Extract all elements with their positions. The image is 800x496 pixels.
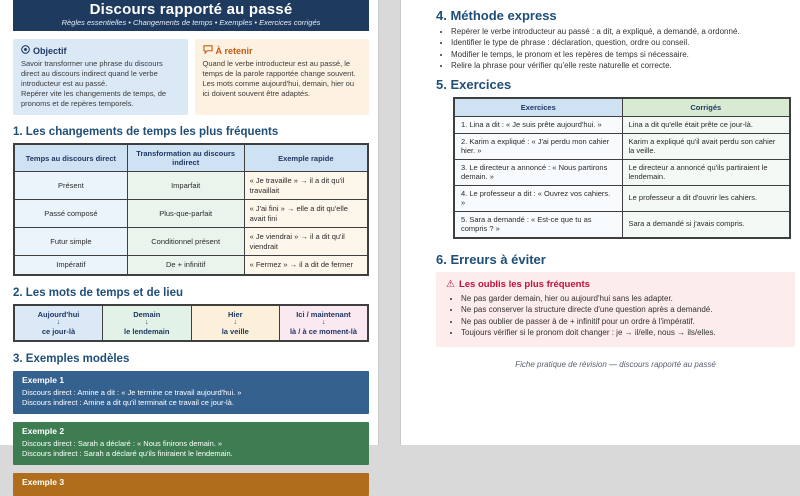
cell-answer: Sara a demandé si j'avais compris.	[622, 212, 790, 239]
cell-exercise: 2. Karim a expliqué : « J'ai perdu mon cahier hier. »	[454, 134, 622, 160]
cell-transformation: Imparfait	[127, 172, 244, 200]
bullet-item: • Relire la phrase pour vérifier qu'elle reste naturelle et correcte.	[451, 61, 795, 71]
time-word-to: ce jour-là	[41, 326, 76, 336]
bullet-item: • Ne pas garder demain, hier ou aujourd'hui sans les adapter.	[461, 294, 785, 304]
cell-exercise: 1. Lina a dit : « Je suis prête aujourd'hui. »	[454, 116, 622, 134]
bullet-item: • Ne pas conserver la structure directe d'une question après a demandé.	[461, 305, 785, 315]
time-word-to: le lendemain	[124, 326, 170, 336]
time-word-to: là / à ce moment-là	[289, 326, 358, 336]
table-header-row	[14, 144, 368, 172]
cell-exercise: 3. Le directeur a annoncé : « Nous partirons demain. »	[454, 160, 622, 186]
objectif-box-title	[21, 45, 180, 56]
cell-answer: Lina a dit qu'elle était prête ce jour-là.	[622, 116, 790, 134]
table-row	[14, 228, 368, 256]
time-word-from: Hier	[227, 309, 243, 319]
footer-note: Fiche pratique de révision — discours rapporté au passé	[515, 360, 716, 370]
example-title: Exemple 1	[22, 374, 65, 385]
example-box-3	[13, 473, 369, 496]
table-row	[14, 200, 368, 228]
column-header: Temps au discours direct	[14, 144, 127, 172]
warning-icon: ⚠	[446, 278, 455, 290]
table-row	[14, 172, 368, 200]
example-box-2	[13, 422, 369, 465]
cell-tense: Futur simple	[14, 228, 127, 256]
cell-answer: Le professeur a dit d'ouvrir les cahiers.	[622, 186, 790, 212]
cell-tense: Présent	[14, 172, 127, 200]
section2-heading: 2. Les mots de temps et de lieu	[13, 286, 183, 299]
bullet-item: • Identifier le type de phrase : déclaration, question, ordre ou conseil.	[451, 38, 795, 48]
column-header-corriges: Corrigés	[622, 98, 790, 117]
speech-bubble-icon	[203, 45, 213, 56]
retenir-box	[195, 39, 370, 115]
objectif-text-1: Savoir transformer une phrase du discours direct au discours indirect quand le verbe introducteur est au passé.	[21, 59, 163, 88]
document-title-banner	[13, 0, 369, 31]
table-row	[454, 134, 790, 160]
page-title: Discours rapporté au passé	[89, 1, 293, 18]
bullet-item: • Toujours vérifier si le pronom doit changer : je → il/elle, nous → ils/elles.	[461, 328, 785, 338]
example-direct: Discours direct : Amine a dit : « Je termine ce travail aujourd'hui. »	[22, 387, 242, 397]
bullet-item: • Repérer le verbe introducteur au passé : a dit, a expliqué, a demandé, a ordonné.	[451, 27, 795, 37]
column-header: Exemple rapide	[244, 144, 368, 172]
section5-heading: 5. Exercices	[436, 76, 512, 92]
section1-heading: 1. Les changements de temps les plus fréquents	[13, 126, 279, 138]
cell-example: « J'ai fini » → elle a dit qu'elle avait fini	[244, 200, 368, 228]
objectif-label: Objectif	[33, 45, 67, 56]
table-row	[454, 212, 790, 239]
time-word-cell	[103, 305, 192, 341]
table-header-row	[454, 98, 790, 117]
cell-tense: Passé composé	[14, 200, 127, 228]
table-row	[14, 256, 368, 275]
warning-box-title	[446, 279, 785, 290]
example-box-1	[13, 371, 369, 414]
cell-exercise: 5. Sara a demandé : « Est-ce que tu as compris ? »	[454, 212, 622, 239]
example-title: Exemple 2	[22, 425, 65, 436]
table-row	[454, 116, 790, 134]
table-row	[454, 160, 790, 186]
cell-tense: Impératif	[14, 256, 127, 275]
method-bullet-list	[436, 27, 795, 71]
table-row	[454, 186, 790, 212]
time-word-from: Demain	[133, 309, 161, 319]
down-arrow-icon: ↓	[56, 318, 61, 326]
objectif-box	[13, 39, 188, 115]
retenir-box-title	[203, 45, 362, 56]
cell-answer: Karim a expliqué qu'il avait perdu son cahier la veille.	[622, 134, 790, 160]
retenir-label: À retenir	[215, 45, 253, 56]
retenir-text-2: Les mots comme aujourd'hui, demain, hier ou ici doivent souvent être adaptés.	[202, 79, 355, 98]
example-title: Exemple 3	[22, 476, 65, 487]
time-words-strip	[13, 304, 369, 342]
down-arrow-icon: ↓	[145, 318, 149, 326]
example-indirect: Discours indirect : Sarah a déclaré qu'ils finiraient le lendemain.	[22, 448, 233, 458]
warning-box	[436, 272, 795, 347]
warning-bullet-list	[446, 294, 785, 338]
time-word-cell	[191, 305, 280, 341]
time-word-from: Ici / maintenant	[296, 309, 351, 319]
bullet-item: • Modifier le temps, le pronom et les repères de temps si nécessaire.	[451, 50, 795, 60]
time-word-to: la veille	[221, 326, 249, 336]
cell-transformation: Conditionnel présent	[127, 228, 244, 256]
cell-example: « Je viendrai » → il a dit qu'il viendrait	[244, 228, 368, 256]
info-boxes-row	[13, 39, 369, 115]
cell-example: « Fermez » → il a dit de fermer	[244, 256, 368, 275]
retenir-text-1: Quand le verbe introducteur est au passé, le temps de la parole rapportée change souvent.	[202, 59, 356, 78]
cell-answer: Le directeur a annoncé qu'ils partiraient le lendemain.	[622, 160, 790, 186]
cell-example: « Je travaille » → il a dit qu'il travaillait	[244, 172, 368, 200]
cell-transformation: De + infinitif	[127, 256, 244, 275]
page-subtitle: Règles essentielles • Changements de temps • Exemples • Exercices corrigés	[61, 18, 321, 27]
example-indirect: Discours indirect : Amine a dit qu'il terminait ce travail ce jour-là.	[22, 397, 234, 407]
document-page-right	[400, 0, 800, 445]
section3-heading: 3. Exemples modèles	[13, 352, 130, 365]
column-header-exercices: Exercices	[454, 98, 622, 117]
example-direct: Discours direct : Sarah a déclaré : « Nous finirons demain. »	[22, 438, 223, 448]
document-page-left	[0, 0, 379, 487]
target-icon	[21, 45, 30, 56]
time-word-cell	[280, 305, 369, 341]
tense-changes-table	[13, 143, 369, 276]
section6-heading: 6. Erreurs à éviter	[436, 252, 546, 268]
cell-exercise: 4. Le professeur a dit : « Ouvrez vos cahiers. »	[454, 186, 622, 212]
exercises-table	[453, 97, 791, 240]
down-arrow-icon: ↓	[321, 318, 326, 326]
section4-heading: 4. Méthode express	[436, 8, 557, 23]
down-arrow-icon: ↓	[233, 318, 237, 326]
bullet-item: • Ne pas oublier de passer à de + infinitif pour un ordre à l'impératif.	[461, 317, 785, 327]
time-word-from: Aujourd'hui	[37, 309, 80, 319]
column-header: Transformation au discours indirect	[127, 144, 244, 172]
time-word-cell	[14, 305, 103, 341]
cell-transformation: Plus-que-parfait	[127, 200, 244, 228]
warning-label: Les oublis les plus fréquents	[458, 279, 590, 291]
strip-row	[14, 305, 368, 341]
objectif-text-2: Repérer vite les changements de temps, de pronoms et de repères temporels.	[21, 89, 167, 108]
